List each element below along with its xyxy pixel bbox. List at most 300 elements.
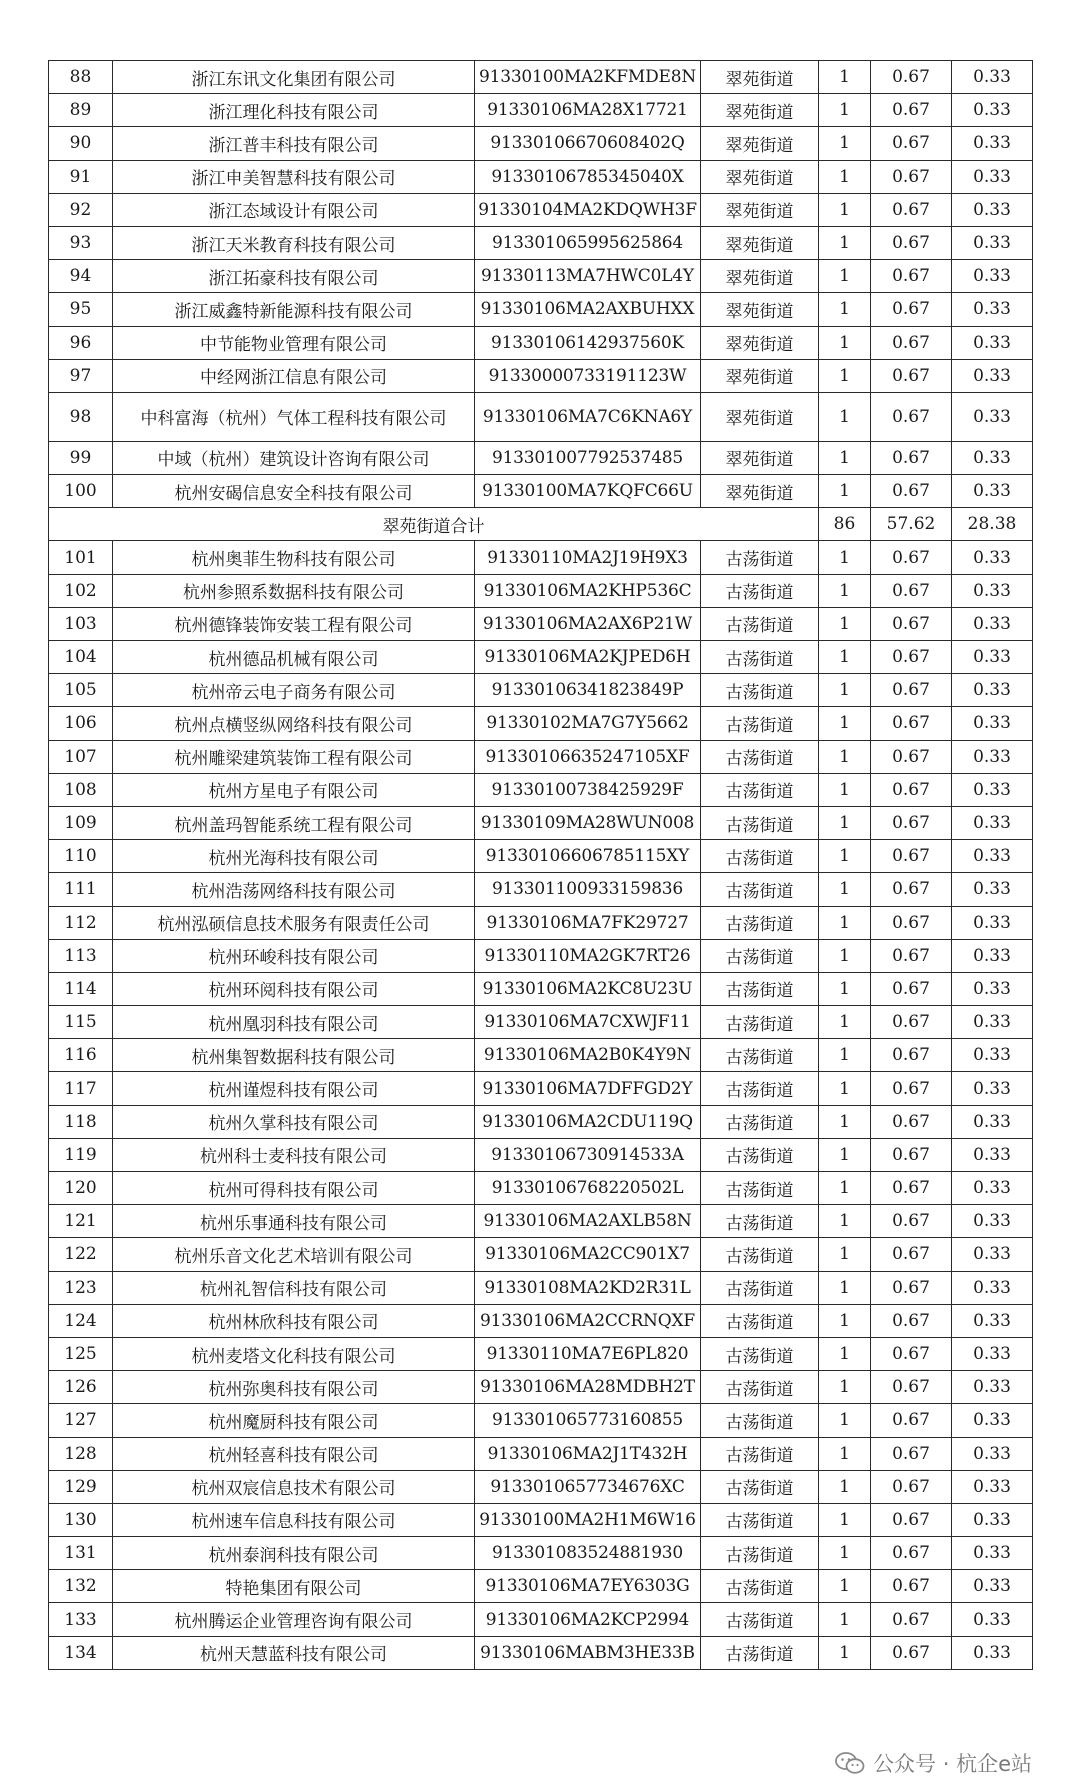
cell-value-b: 0.33 — [952, 226, 1033, 259]
cell-count: 1 — [819, 1205, 871, 1238]
cell-street: 古荡街道 — [701, 574, 819, 607]
cell-company-name: 杭州参照系数据科技有限公司 — [113, 574, 475, 607]
cell-value-a: 0.67 — [871, 260, 952, 293]
cell-value-b: 0.33 — [952, 441, 1033, 474]
table-row — [49, 541, 1033, 574]
cell-value-a: 0.67 — [871, 1138, 952, 1171]
cell-index: 126 — [49, 1371, 113, 1404]
cell-value-a: 0.67 — [871, 1570, 952, 1603]
table-row — [49, 441, 1033, 474]
cell-company-name: 杭州点横竖纵网络科技有限公司 — [113, 707, 475, 740]
cell-value-a: 0.67 — [871, 1304, 952, 1337]
cell-index: 116 — [49, 1039, 113, 1072]
cell-street: 古荡街道 — [701, 1470, 819, 1503]
cell-index: 89 — [49, 94, 113, 127]
cell-index: 105 — [49, 674, 113, 707]
cell-street: 古荡街道 — [701, 773, 819, 806]
cell-value-b: 0.33 — [952, 1636, 1033, 1669]
cell-index: 124 — [49, 1304, 113, 1337]
table-row — [49, 1404, 1033, 1437]
cell-value-b: 0.33 — [952, 392, 1033, 441]
cell-count: 1 — [819, 939, 871, 972]
cell-credit-code: 91330109MA28WUN008 — [475, 806, 701, 839]
cell-index: 93 — [49, 226, 113, 259]
cell-street: 翠苑街道 — [701, 226, 819, 259]
cell-credit-code: 9133010657734676XC — [475, 1470, 701, 1503]
cell-index: 91 — [49, 160, 113, 193]
cell-value-a: 0.67 — [871, 1503, 952, 1536]
cell-value-a: 0.67 — [871, 1271, 952, 1304]
cell-value-b: 0.33 — [952, 1006, 1033, 1039]
table-row — [49, 1371, 1033, 1404]
cell-value-a: 0.67 — [871, 359, 952, 392]
cell-value-b: 0.33 — [952, 475, 1033, 508]
cell-index: 97 — [49, 359, 113, 392]
subtotal-a: 57.62 — [871, 508, 952, 541]
cell-company-name: 杭州泰润科技有限公司 — [113, 1537, 475, 1570]
table-row — [49, 1205, 1033, 1238]
cell-count: 1 — [819, 740, 871, 773]
cell-index: 134 — [49, 1636, 113, 1669]
cell-index: 88 — [49, 61, 113, 94]
cell-credit-code: 91330106670608402Q — [475, 127, 701, 160]
cell-count: 1 — [819, 193, 871, 226]
cell-company-name: 浙江威鑫特新能源科技有限公司 — [113, 293, 475, 326]
cell-count: 1 — [819, 674, 871, 707]
cell-street: 翠苑街道 — [701, 293, 819, 326]
cell-value-a: 0.67 — [871, 61, 952, 94]
cell-value-b: 0.33 — [952, 127, 1033, 160]
cell-credit-code: 91330113MA7HWC0L4Y — [475, 260, 701, 293]
cell-company-name: 杭州安碣信息安全科技有限公司 — [113, 475, 475, 508]
cell-count: 1 — [819, 574, 871, 607]
cell-company-name: 杭州久掌科技有限公司 — [113, 1105, 475, 1138]
cell-count: 1 — [819, 1172, 871, 1205]
cell-value-a: 0.67 — [871, 906, 952, 939]
table-body-subtotal — [49, 508, 1033, 541]
table-body-gudang — [49, 541, 1033, 1669]
cell-credit-code: 91330000733191123W — [475, 359, 701, 392]
cell-value-b: 0.33 — [952, 707, 1033, 740]
cell-street: 古荡街道 — [701, 1271, 819, 1304]
cell-street: 古荡街道 — [701, 972, 819, 1005]
cell-street: 古荡街道 — [701, 906, 819, 939]
table-body-cuiyuan — [49, 61, 1033, 508]
wechat-icon — [835, 1751, 865, 1775]
table-row — [49, 127, 1033, 160]
cell-credit-code: 91330106MA7DFFGD2Y — [475, 1072, 701, 1105]
table-row — [49, 1238, 1033, 1271]
cell-company-name: 杭州科士麦科技有限公司 — [113, 1138, 475, 1171]
table-row — [49, 1636, 1033, 1669]
cell-street: 古荡街道 — [701, 1172, 819, 1205]
cell-index: 122 — [49, 1238, 113, 1271]
cell-count: 1 — [819, 1105, 871, 1138]
cell-credit-code: 91330106606785115XY — [475, 840, 701, 873]
table-row — [49, 1437, 1033, 1470]
cell-value-a: 0.67 — [871, 94, 952, 127]
cell-company-name: 杭州轻喜科技有限公司 — [113, 1437, 475, 1470]
cell-value-b: 0.33 — [952, 1271, 1033, 1304]
cell-company-name: 杭州集智数据科技有限公司 — [113, 1039, 475, 1072]
cell-index: 103 — [49, 607, 113, 640]
table-row — [49, 607, 1033, 640]
cell-count: 1 — [819, 1437, 871, 1470]
cell-value-b: 0.33 — [952, 1470, 1033, 1503]
table-row — [49, 574, 1033, 607]
cell-credit-code: 91330106MA7C6KNA6Y — [475, 392, 701, 441]
cell-company-name: 杭州方星电子有限公司 — [113, 773, 475, 806]
table-row — [49, 1105, 1033, 1138]
cell-index: 132 — [49, 1570, 113, 1603]
table-row — [49, 1039, 1033, 1072]
cell-company-name: 杭州谨煜科技有限公司 — [113, 1072, 475, 1105]
cell-street: 古荡街道 — [701, 806, 819, 839]
cell-company-name: 杭州环阅科技有限公司 — [113, 972, 475, 1005]
cell-index: 92 — [49, 193, 113, 226]
cell-value-a: 0.67 — [871, 607, 952, 640]
cell-value-a: 0.67 — [871, 1039, 952, 1072]
table-row — [49, 1570, 1033, 1603]
cell-street: 翠苑街道 — [701, 61, 819, 94]
table-row — [49, 475, 1033, 508]
cell-street: 古荡街道 — [701, 641, 819, 674]
cell-value-a: 0.67 — [871, 641, 952, 674]
cell-company-name: 杭州天慧蓝科技有限公司 — [113, 1636, 475, 1669]
cell-street: 古荡街道 — [701, 541, 819, 574]
cell-credit-code: 91330106MA2AXLB58N — [475, 1205, 701, 1238]
table-row — [49, 226, 1033, 259]
cell-credit-code: 91330106MA2CDU119Q — [475, 1105, 701, 1138]
cell-company-name: 特艳集团有限公司 — [113, 1570, 475, 1603]
cell-count: 1 — [819, 1138, 871, 1171]
cell-company-name: 杭州泓硕信息技术服务有限责任公司 — [113, 906, 475, 939]
cell-index: 107 — [49, 740, 113, 773]
table-row — [49, 840, 1033, 873]
cell-value-b: 0.33 — [952, 1304, 1033, 1337]
cell-index: 121 — [49, 1205, 113, 1238]
cell-count: 1 — [819, 441, 871, 474]
cell-company-name: 中域（杭州）建筑设计咨询有限公司 — [113, 441, 475, 474]
table-row — [49, 94, 1033, 127]
table-row — [49, 326, 1033, 359]
cell-value-b: 0.33 — [952, 1072, 1033, 1105]
cell-credit-code: 91330110MA2GK7RT26 — [475, 939, 701, 972]
cell-value-b: 0.33 — [952, 806, 1033, 839]
cell-value-a: 0.67 — [871, 226, 952, 259]
cell-count: 1 — [819, 1039, 871, 1072]
watermark-text: 公众号 · 杭企e站 — [873, 1752, 1032, 1776]
cell-company-name: 杭州德锋装饰安装工程有限公司 — [113, 607, 475, 640]
cell-value-a: 0.67 — [871, 674, 952, 707]
cell-count: 1 — [819, 806, 871, 839]
cell-index: 129 — [49, 1470, 113, 1503]
cell-value-a: 0.67 — [871, 1404, 952, 1437]
cell-credit-code: 913301065773160855 — [475, 1404, 701, 1437]
cell-company-name: 浙江拓豪科技有限公司 — [113, 260, 475, 293]
cell-value-a: 0.67 — [871, 1006, 952, 1039]
cell-company-name: 杭州乐事通科技有限公司 — [113, 1205, 475, 1238]
cell-credit-code: 91330110MA7E6PL820 — [475, 1337, 701, 1370]
cell-value-b: 0.33 — [952, 94, 1033, 127]
cell-index: 120 — [49, 1172, 113, 1205]
cell-value-b: 0.33 — [952, 939, 1033, 972]
cell-value-b: 0.33 — [952, 359, 1033, 392]
cell-company-name: 杭州可得科技有限公司 — [113, 1172, 475, 1205]
cell-street: 翠苑街道 — [701, 193, 819, 226]
cell-value-b: 0.33 — [952, 641, 1033, 674]
cell-street: 翠苑街道 — [701, 359, 819, 392]
table-row — [49, 1006, 1033, 1039]
cell-credit-code: 913301083524881930 — [475, 1537, 701, 1570]
cell-count: 1 — [819, 1537, 871, 1570]
cell-index: 108 — [49, 773, 113, 806]
cell-index: 115 — [49, 1006, 113, 1039]
cell-credit-code: 91330106MA28X17721 — [475, 94, 701, 127]
cell-value-a: 0.67 — [871, 160, 952, 193]
cell-credit-code: 913301065995625864 — [475, 226, 701, 259]
cell-company-name: 中节能物业管理有限公司 — [113, 326, 475, 359]
cell-value-b: 0.33 — [952, 1337, 1033, 1370]
table-row — [49, 674, 1033, 707]
table-row — [49, 972, 1033, 1005]
table-row — [49, 641, 1033, 674]
table-row — [49, 1603, 1033, 1636]
table-row — [49, 1304, 1033, 1337]
cell-credit-code: 91330106142937560K — [475, 326, 701, 359]
cell-company-name: 杭州双宸信息技术有限公司 — [113, 1470, 475, 1503]
cell-value-b: 0.33 — [952, 773, 1033, 806]
watermark — [835, 1748, 1032, 1778]
cell-street: 古荡街道 — [701, 1437, 819, 1470]
cell-value-a: 0.67 — [871, 1371, 952, 1404]
cell-credit-code: 91330106MA7EY6303G — [475, 1570, 701, 1603]
cell-value-b: 0.33 — [952, 674, 1033, 707]
cell-index: 98 — [49, 392, 113, 441]
cell-count: 1 — [819, 226, 871, 259]
cell-street: 古荡街道 — [701, 707, 819, 740]
cell-value-a: 0.67 — [871, 1437, 952, 1470]
cell-credit-code: 91330106341823849P — [475, 674, 701, 707]
cell-count: 1 — [819, 1603, 871, 1636]
cell-count: 1 — [819, 326, 871, 359]
cell-value-b: 0.33 — [952, 740, 1033, 773]
cell-value-b: 0.33 — [952, 1105, 1033, 1138]
cell-credit-code: 91330106MA2CC901X7 — [475, 1238, 701, 1271]
cell-company-name: 杭州速车信息科技有限公司 — [113, 1503, 475, 1536]
cell-value-b: 0.33 — [952, 293, 1033, 326]
cell-count: 1 — [819, 707, 871, 740]
cell-credit-code: 91330108MA2KD2R31L — [475, 1271, 701, 1304]
cell-value-a: 0.67 — [871, 1072, 952, 1105]
cell-credit-code: 91330110MA2J19H9X3 — [475, 541, 701, 574]
cell-index: 100 — [49, 475, 113, 508]
table-row — [49, 1503, 1033, 1536]
table-row — [49, 1138, 1033, 1171]
cell-credit-code: 913301007792537485 — [475, 441, 701, 474]
table-row — [49, 1072, 1033, 1105]
cell-street: 古荡街道 — [701, 1039, 819, 1072]
cell-street: 翠苑街道 — [701, 475, 819, 508]
cell-value-a: 0.67 — [871, 1205, 952, 1238]
cell-street: 翠苑街道 — [701, 127, 819, 160]
cell-company-name: 中科富海（杭州）气体工程科技有限公司 — [113, 392, 475, 441]
cell-street: 古荡街道 — [701, 1570, 819, 1603]
cell-count: 1 — [819, 607, 871, 640]
cell-index: 95 — [49, 293, 113, 326]
cell-value-b: 0.33 — [952, 972, 1033, 1005]
cell-company-name: 浙江天米教育科技有限公司 — [113, 226, 475, 259]
cell-count: 1 — [819, 1371, 871, 1404]
cell-count: 1 — [819, 475, 871, 508]
cell-index: 101 — [49, 541, 113, 574]
table-row — [49, 906, 1033, 939]
cell-count: 1 — [819, 1404, 871, 1437]
cell-credit-code: 91330100738425929F — [475, 773, 701, 806]
cell-company-name: 杭州礼智信科技有限公司 — [113, 1271, 475, 1304]
cell-index: 119 — [49, 1138, 113, 1171]
cell-street: 古荡街道 — [701, 607, 819, 640]
cell-company-name: 杭州魔厨科技有限公司 — [113, 1404, 475, 1437]
cell-street: 翠苑街道 — [701, 326, 819, 359]
cell-credit-code: 91330100MA2H1M6W16 — [475, 1503, 701, 1536]
cell-count: 1 — [819, 773, 871, 806]
cell-company-name: 杭州弥奥科技有限公司 — [113, 1371, 475, 1404]
cell-index: 106 — [49, 707, 113, 740]
cell-credit-code: 91330106MABM3HE33B — [475, 1636, 701, 1669]
cell-credit-code: 91330100MA7KQFC66U — [475, 475, 701, 508]
cell-credit-code: 91330104MA2KDQWH3F — [475, 193, 701, 226]
cell-street: 翠苑街道 — [701, 392, 819, 441]
cell-value-b: 0.33 — [952, 1437, 1033, 1470]
cell-credit-code: 91330106MA2AX6P21W — [475, 607, 701, 640]
cell-index: 111 — [49, 873, 113, 906]
cell-street: 古荡街道 — [701, 1404, 819, 1437]
cell-street: 古荡街道 — [701, 1072, 819, 1105]
cell-count: 1 — [819, 127, 871, 160]
table-row — [49, 1337, 1033, 1370]
cell-value-b: 0.33 — [952, 840, 1033, 873]
cell-credit-code: 91330106MA2CCRNQXF — [475, 1304, 701, 1337]
cell-value-a: 0.67 — [871, 293, 952, 326]
cell-count: 1 — [819, 1006, 871, 1039]
cell-index: 123 — [49, 1271, 113, 1304]
cell-credit-code: 91330106MA7CXWJF11 — [475, 1006, 701, 1039]
cell-company-name: 浙江东讯文化集团有限公司 — [113, 61, 475, 94]
cell-index: 109 — [49, 806, 113, 839]
cell-credit-code: 91330102MA7G7Y5662 — [475, 707, 701, 740]
cell-value-a: 0.67 — [871, 806, 952, 839]
cell-street: 古荡街道 — [701, 1006, 819, 1039]
cell-value-b: 0.33 — [952, 541, 1033, 574]
cell-value-a: 0.67 — [871, 773, 952, 806]
table-row — [49, 193, 1033, 226]
cell-street: 古荡街道 — [701, 1138, 819, 1171]
cell-index: 118 — [49, 1105, 113, 1138]
cell-value-b: 0.33 — [952, 1238, 1033, 1271]
cell-value-a: 0.67 — [871, 1636, 952, 1669]
cell-value-b: 0.33 — [952, 1205, 1033, 1238]
cell-count: 1 — [819, 641, 871, 674]
table-row — [49, 1172, 1033, 1205]
cell-value-b: 0.33 — [952, 160, 1033, 193]
cell-street: 古荡街道 — [701, 1603, 819, 1636]
table-row — [49, 1470, 1033, 1503]
cell-value-a: 0.67 — [871, 193, 952, 226]
cell-company-name: 杭州凰羽科技有限公司 — [113, 1006, 475, 1039]
cell-index: 90 — [49, 127, 113, 160]
cell-company-name: 杭州林欣科技有限公司 — [113, 1304, 475, 1337]
cell-value-a: 0.67 — [871, 1172, 952, 1205]
cell-value-a: 0.67 — [871, 441, 952, 474]
cell-street: 翠苑街道 — [701, 260, 819, 293]
cell-count: 1 — [819, 1503, 871, 1536]
cell-company-name: 杭州环峻科技有限公司 — [113, 939, 475, 972]
table-row — [49, 359, 1033, 392]
cell-company-name: 杭州浩荡网络科技有限公司 — [113, 873, 475, 906]
cell-count: 1 — [819, 293, 871, 326]
table-row — [49, 1537, 1033, 1570]
cell-credit-code: 91330106MA2KCP2994 — [475, 1603, 701, 1636]
cell-company-name: 杭州光海科技有限公司 — [113, 840, 475, 873]
table-row — [49, 707, 1033, 740]
cell-credit-code: 91330106MA2AXBUHXX — [475, 293, 701, 326]
cell-company-name: 杭州德品机械有限公司 — [113, 641, 475, 674]
cell-count: 1 — [819, 873, 871, 906]
cell-value-b: 0.33 — [952, 1138, 1033, 1171]
cell-index: 99 — [49, 441, 113, 474]
cell-value-b: 0.33 — [952, 1371, 1033, 1404]
cell-count: 1 — [819, 840, 871, 873]
table-row — [49, 160, 1033, 193]
cell-street: 古荡街道 — [701, 1371, 819, 1404]
subtotal-label: 翠苑街道合计 — [49, 508, 819, 541]
cell-street: 古荡街道 — [701, 1304, 819, 1337]
table-row — [49, 939, 1033, 972]
cell-value-b: 0.33 — [952, 260, 1033, 293]
cell-credit-code: 91330106785345040X — [475, 160, 701, 193]
cell-value-b: 0.33 — [952, 1603, 1033, 1636]
cell-value-a: 0.67 — [871, 740, 952, 773]
table-row — [49, 293, 1033, 326]
subtotal-row — [49, 508, 1033, 541]
cell-credit-code: 91330106MA2B0K4Y9N — [475, 1039, 701, 1072]
cell-company-name: 杭州帝云电子商务有限公司 — [113, 674, 475, 707]
cell-value-b: 0.33 — [952, 1503, 1033, 1536]
cell-value-b: 0.33 — [952, 193, 1033, 226]
table-row — [49, 773, 1033, 806]
cell-street: 古荡街道 — [701, 740, 819, 773]
cell-value-a: 0.67 — [871, 541, 952, 574]
cell-value-b: 0.33 — [952, 1172, 1033, 1205]
cell-street: 古荡街道 — [701, 840, 819, 873]
cell-count: 1 — [819, 359, 871, 392]
cell-company-name: 浙江申美智慧科技有限公司 — [113, 160, 475, 193]
cell-count: 1 — [819, 541, 871, 574]
cell-count: 1 — [819, 1271, 871, 1304]
cell-count: 1 — [819, 160, 871, 193]
cell-count: 1 — [819, 260, 871, 293]
cell-value-a: 0.67 — [871, 127, 952, 160]
cell-street: 古荡街道 — [701, 1205, 819, 1238]
cell-count: 1 — [819, 1570, 871, 1603]
cell-street: 翠苑街道 — [701, 441, 819, 474]
table-row — [49, 740, 1033, 773]
table-row — [49, 873, 1033, 906]
cell-value-b: 0.33 — [952, 607, 1033, 640]
cell-credit-code: 91330106MA2J1T432H — [475, 1437, 701, 1470]
cell-street: 古荡街道 — [701, 873, 819, 906]
